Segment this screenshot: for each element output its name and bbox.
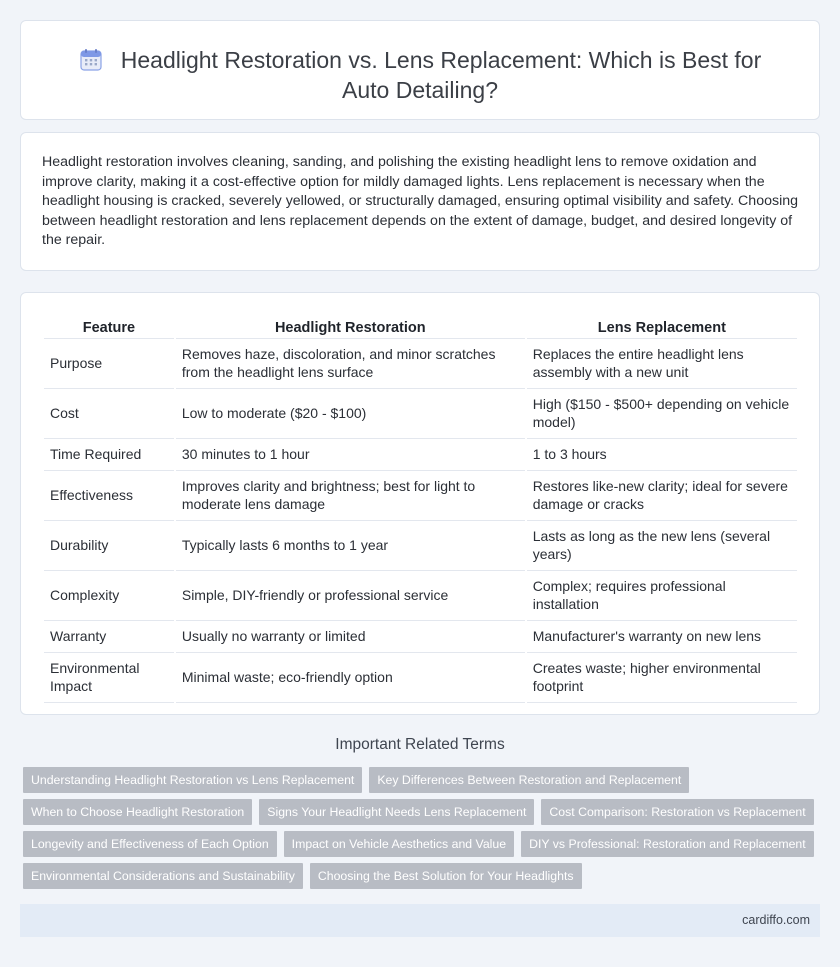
related-terms-list bbox=[23, 767, 806, 895]
related-term-link[interactable]: Impact on Vehicle Aesthetics and Value bbox=[284, 831, 514, 857]
replacement-cell: Restores like-new clarity; ideal for severe damage or cracks bbox=[527, 471, 797, 521]
table-row bbox=[44, 471, 797, 521]
replacement-cell: High ($150 - $500+ depending on vehicle model) bbox=[527, 389, 797, 439]
page-title bbox=[61, 45, 779, 105]
restoration-cell: Minimal waste; eco-friendly option bbox=[176, 653, 525, 703]
comparison-card bbox=[20, 292, 820, 715]
table-row bbox=[44, 571, 797, 621]
related-terms-heading: Important Related Terms bbox=[335, 736, 505, 753]
table-row bbox=[44, 389, 797, 439]
feature-cell: Environmental Impact bbox=[44, 653, 174, 703]
replacement-cell: Manufacturer's warranty on new lens bbox=[527, 621, 797, 653]
table-row bbox=[44, 521, 797, 571]
comparison-table bbox=[42, 317, 799, 703]
feature-cell: Effectiveness bbox=[44, 471, 174, 521]
related-term-link[interactable]: Key Differences Between Restoration and Replacement bbox=[369, 767, 689, 793]
restoration-cell: Usually no warranty or limited bbox=[176, 621, 525, 653]
page-title-text: Headlight Restoration vs. Lens Replacement: Which is Best for Auto Detailing? bbox=[120, 47, 762, 103]
related-term-link[interactable]: DIY vs Professional: Restoration and Replacement bbox=[521, 831, 814, 857]
intro-card bbox=[20, 132, 820, 271]
related-term-link[interactable]: Cost Comparison: Restoration vs Replacement bbox=[541, 799, 813, 825]
header-headlight-restoration: Headlight Restoration bbox=[176, 317, 525, 339]
related-term-link[interactable]: Environmental Considerations and Sustainability bbox=[23, 863, 303, 889]
table-row bbox=[44, 339, 797, 389]
table-header-row bbox=[44, 317, 797, 339]
title-card bbox=[20, 20, 820, 120]
footer bbox=[20, 904, 820, 937]
replacement-cell: Lasts as long as the new lens (several years) bbox=[527, 521, 797, 571]
restoration-cell: Improves clarity and brightness; best for light to moderate lens damage bbox=[176, 471, 525, 521]
calendar-icon bbox=[79, 48, 103, 72]
restoration-cell: Simple, DIY-friendly or professional service bbox=[176, 571, 525, 621]
feature-cell: Time Required bbox=[44, 439, 174, 471]
table-row bbox=[44, 621, 797, 653]
feature-cell: Warranty bbox=[44, 621, 174, 653]
footer-site-link[interactable]: cardiffo.com bbox=[742, 913, 810, 927]
related-term-link[interactable]: Understanding Headlight Restoration vs Lens Replacement bbox=[23, 767, 362, 793]
restoration-cell: Typically lasts 6 months to 1 year bbox=[176, 521, 525, 571]
table-row bbox=[44, 653, 797, 703]
replacement-cell: Creates waste; higher environmental footprint bbox=[527, 653, 797, 703]
header-lens-replacement: Lens Replacement bbox=[527, 317, 797, 339]
related-term-link[interactable]: Longevity and Effectiveness of Each Option bbox=[23, 831, 277, 857]
replacement-cell: Complex; requires professional installation bbox=[527, 571, 797, 621]
feature-cell: Cost bbox=[44, 389, 174, 439]
replacement-cell: 1 to 3 hours bbox=[527, 439, 797, 471]
header-feature: Feature bbox=[44, 317, 174, 339]
table-row bbox=[44, 439, 797, 471]
feature-cell: Purpose bbox=[44, 339, 174, 389]
intro-paragraph: Headlight restoration involves cleaning, sanding, and polishing the existing headlight lens to remove oxidation and improve clarity, making it a cost-effective option for mildly damaged lights. Lens replacement is necessary when the headlight housing is cracked, severely yellowed, or structurally damaged, ensuring optimal visibility and safety. Choosing between headlight restoration and lens replacement depends on the extent of damage, budget, and desired longevity of the repair. bbox=[42, 154, 799, 249]
restoration-cell: Low to moderate ($20 - $100) bbox=[176, 389, 525, 439]
restoration-cell: Removes haze, discoloration, and minor scratches from the headlight lens surface bbox=[176, 339, 525, 389]
replacement-cell: Replaces the entire headlight lens assembly with a new unit bbox=[527, 339, 797, 389]
restoration-cell: 30 minutes to 1 hour bbox=[176, 439, 525, 471]
related-term-link[interactable]: When to Choose Headlight Restoration bbox=[23, 799, 252, 825]
related-term-link[interactable]: Choosing the Best Solution for Your Headlights bbox=[310, 863, 582, 889]
feature-cell: Durability bbox=[44, 521, 174, 571]
feature-cell: Complexity bbox=[44, 571, 174, 621]
related-term-link[interactable]: Signs Your Headlight Needs Lens Replacement bbox=[259, 799, 534, 825]
